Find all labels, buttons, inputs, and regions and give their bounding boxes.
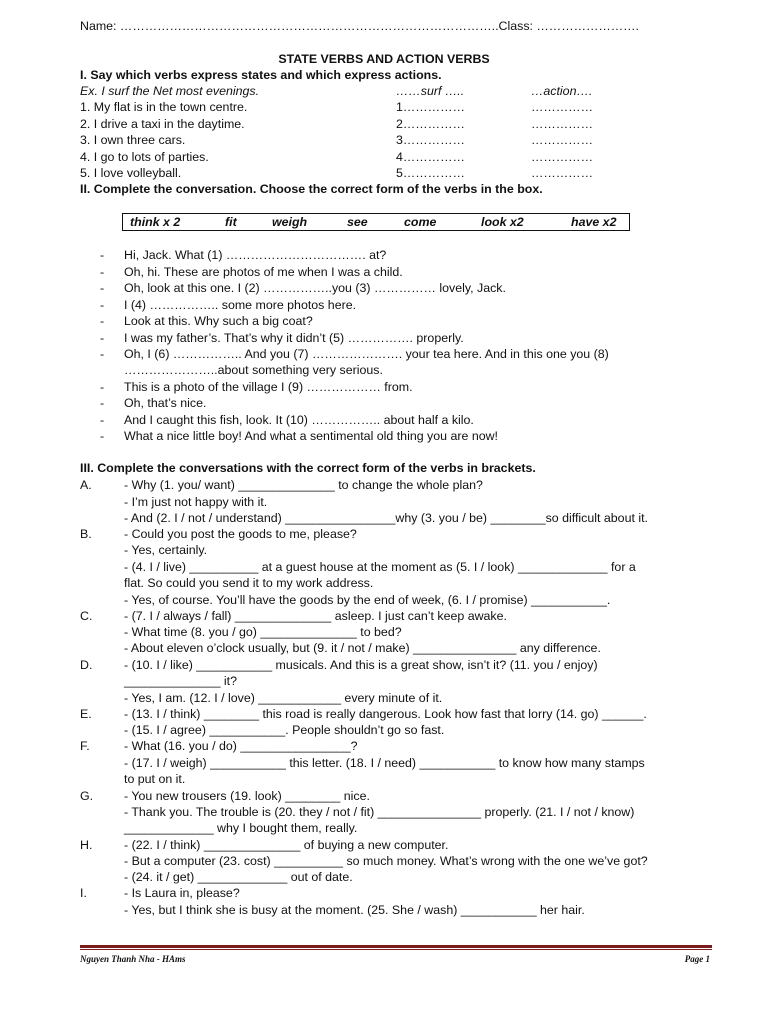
- part1-sentence: 5. I love volleyball.: [80, 166, 182, 180]
- verb-box-item: fit: [225, 215, 237, 229]
- bullet-dash: -: [100, 265, 105, 279]
- example-verb: ……surf …..: [396, 84, 465, 98]
- exercise-text: - Yes, certainly.: [124, 543, 208, 557]
- verb-box: [122, 213, 630, 231]
- part1-type-blank: ……………: [531, 150, 593, 164]
- exercise-text: - Why (1. you/ want) ______________ to change the whole plan?: [124, 478, 483, 492]
- exercise-text: - Could you post the goods to me, please?: [124, 527, 357, 541]
- exercise-text: - Yes, of course. You’ll have the goods by the end of week, (6. I / promise) ___________.: [124, 593, 611, 607]
- group-letter: E.: [80, 707, 92, 721]
- exercise-text: ______________ it?: [124, 674, 238, 688]
- part3-heading: III. Complete the conversations with the correct form of the verbs in brackets.: [80, 461, 536, 475]
- verb-box-item: weigh: [272, 215, 308, 229]
- part1-verb-blank: 3……………: [396, 133, 465, 147]
- bullet-dash: -: [100, 413, 105, 427]
- exercise-text: - Thank you. The trouble is (20. they / not / fit) _______________ properly. (21. I / not / know): [124, 805, 635, 819]
- example-type: …action….: [531, 84, 593, 98]
- exercise-text: - (7. I / always / fall) ______________ asleep. I just can’t keep awake.: [124, 609, 507, 623]
- part1-verb-blank: 5……………: [396, 166, 465, 180]
- part1-heading: I. Say which verbs express states and which express actions.: [80, 68, 442, 82]
- part1-sentence: 1. My flat is in the town centre.: [80, 100, 248, 114]
- part1-verb-blank: 4……………: [396, 150, 465, 164]
- exercise-text: - Yes, I am. (12. I / love) ____________ every minute of it.: [124, 691, 443, 705]
- part1-sentence: 2. I drive a taxi in the daytime.: [80, 117, 245, 131]
- verb-box-item: see: [347, 215, 368, 229]
- bullet-dash: -: [100, 347, 105, 361]
- part1-verb-blank: 2……………: [396, 117, 465, 131]
- exercise-text: - And (2. I / not / understand) ________________why (3. you / be) ________so difficult about it.: [124, 511, 648, 525]
- verb-box-item: look x2: [481, 215, 524, 229]
- verb-box-item: have x2: [571, 215, 617, 229]
- group-letter: G.: [80, 789, 94, 803]
- dialogue-text: What a nice little boy! And what a sentimental old thing you are now!: [124, 429, 498, 443]
- bullet-dash: -: [100, 248, 105, 262]
- exercise-text: flat. So could you send it to my work address.: [124, 576, 374, 590]
- dialogue-text: Hi, Jack. What (1) ……………………………. at?: [124, 248, 387, 262]
- group-letter: D.: [80, 658, 93, 672]
- verb-box-item: come: [404, 215, 437, 229]
- group-letter: H.: [80, 838, 93, 852]
- dialogue-text: Look at this. Why such a big coat?: [124, 314, 313, 328]
- footer-divider-thin: [80, 949, 712, 950]
- exercise-text: - (13. I / think) ________ this road is really dangerous. Look how fast that lorry (14. go) ______.: [124, 707, 647, 721]
- group-letter: A.: [80, 478, 92, 492]
- part1-type-blank: ……………: [531, 100, 593, 114]
- group-letter: F.: [80, 739, 90, 753]
- exercise-text: - But a computer (23. cost) __________ so much money. What’s wrong with the one we’ve got?: [124, 854, 648, 868]
- exercise-text: - You new trousers (19. look) ________ nice.: [124, 789, 370, 803]
- exercise-text: - (10. I / like) ___________ musicals. And this is a great show, isn’t it? (11. you / enjoy): [124, 658, 598, 672]
- bullet-dash: -: [100, 331, 105, 345]
- dialogue-text: This is a photo of the village I (9) ……………… from.: [124, 380, 413, 394]
- part1-type-blank: ……………: [531, 166, 593, 180]
- exercise-text: - (4. I / live) __________ at a guest house at the moment as (5. I / look) _____________ for a: [124, 560, 636, 574]
- part1-sentence: 3. I own three cars.: [80, 133, 186, 147]
- part1-verb-blank: 1……………: [396, 100, 465, 114]
- exercise-text: - (15. I / agree) ___________. People shouldn’t go so fast.: [124, 723, 445, 737]
- exercise-text: _____________ why I bought them, really.: [124, 821, 358, 835]
- dialogue-text: And I caught this fish, look. It (10) …………….. about half a kilo.: [124, 413, 474, 427]
- group-letter: B.: [80, 527, 92, 541]
- exercise-text: to put on it.: [124, 772, 186, 786]
- bullet-dash: -: [100, 429, 105, 443]
- dialogue-text: I (4) …………….. some more photos here.: [124, 298, 357, 312]
- example-sentence: Ex. I surf the Net most evenings.: [80, 84, 260, 98]
- bullet-dash: -: [100, 396, 105, 410]
- group-letter: C.: [80, 609, 93, 623]
- bullet-dash: -: [100, 298, 105, 312]
- name-class-line: Name: ………………………………………………………………………………..Class: …………………….: [80, 19, 639, 33]
- exercise-text: - What time (8. you / go) ______________ to bed?: [124, 625, 402, 639]
- dialogue-text: I was my father’s. That’s why it didn’t (5) ……………. properly.: [124, 331, 464, 345]
- dialogue-text: Oh, I (6) …………….. And you (7) …………………. your tea here. And in this one you (8): [124, 347, 609, 361]
- exercise-text: - (22. I / think) ______________ of buying a new computer.: [124, 838, 449, 852]
- bullet-dash: -: [100, 314, 105, 328]
- exercise-text: - What (16. you / do) ________________?: [124, 739, 358, 753]
- exercise-text: - Is Laura in, please?: [124, 886, 240, 900]
- group-letter: I.: [80, 886, 87, 900]
- footer-divider: [80, 945, 712, 948]
- dialogue-text: Oh, that’s nice.: [124, 396, 207, 410]
- dialogue-text: Oh, look at this one. I (2) ……………..you (3) …………… lovely, Jack.: [124, 281, 506, 295]
- part1-type-blank: ……………: [531, 133, 593, 147]
- exercise-text: - (17. I / weigh) ___________ this letter. (18. I / need) ___________ to know how many stamps: [124, 756, 645, 770]
- bullet-dash: -: [100, 380, 105, 394]
- part1-type-blank: ……………: [531, 117, 593, 131]
- verb-box-item: think x 2: [130, 215, 181, 229]
- footer-author: Nguyen Thanh Nha - HAms: [80, 954, 186, 964]
- exercise-text: - Yes, but I think she is busy at the moment. (25. She / wash) ___________ her hair.: [124, 903, 585, 917]
- bullet-dash: -: [100, 281, 105, 295]
- footer-page-number: Page 1: [684, 954, 710, 964]
- part1-sentence: 4. I go to lots of parties.: [80, 150, 209, 164]
- dialogue-text: …………………..about something very serious.: [124, 363, 383, 377]
- page-title: STATE VERBS AND ACTION VERBS: [278, 52, 490, 66]
- exercise-text: - About eleven o’clock usually, but (9. it / not / make) _______________ any difference.: [124, 641, 601, 655]
- exercise-text: - I’m just not happy with it.: [124, 495, 268, 509]
- dialogue-text: Oh, hi. These are photos of me when I was a child.: [124, 265, 403, 279]
- exercise-text: - (24. it / get) _____________ out of date.: [124, 870, 353, 884]
- part2-heading: II. Complete the conversation. Choose the correct form of the verbs in the box.: [80, 182, 543, 196]
